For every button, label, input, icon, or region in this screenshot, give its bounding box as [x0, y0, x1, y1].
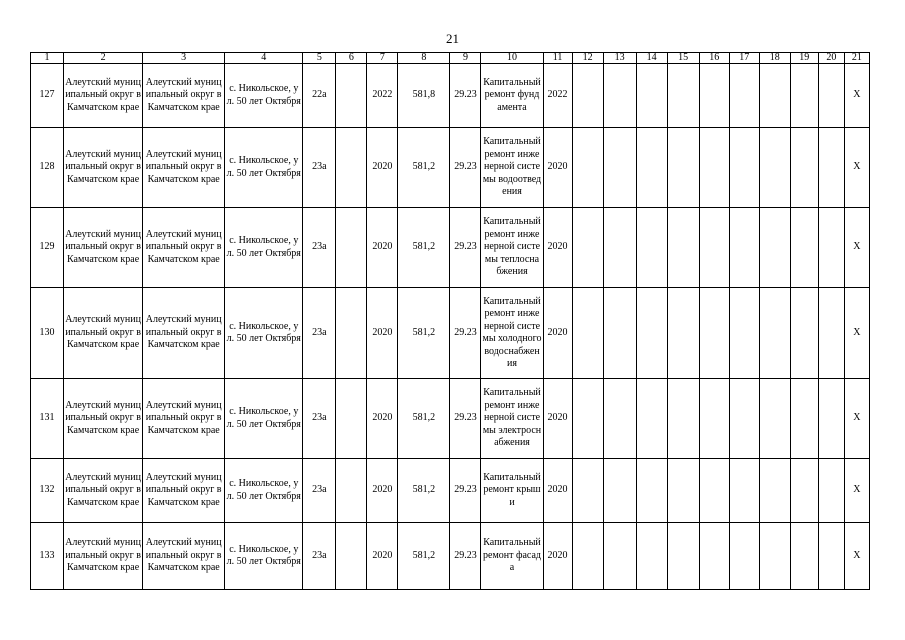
- column-header: 9: [450, 53, 481, 64]
- table-cell-col-1: 131: [31, 379, 64, 459]
- table-cell-col-20: [818, 288, 844, 379]
- table-cell-col-7: 2020: [367, 523, 398, 590]
- table-cell-col-6: [336, 64, 367, 128]
- table-cell-col-13: [603, 459, 636, 523]
- table-cell-col-19: [790, 523, 818, 590]
- table-row: [31, 128, 870, 208]
- table-cell-col-9: 29.23: [450, 64, 481, 128]
- table-cell-col-20: [818, 128, 844, 208]
- table-cell-col-18: [759, 208, 790, 288]
- table-cell-col-3: Алеутский муниципальный округ в Камчатском крае: [143, 523, 225, 590]
- table-cell-col-2: Алеутский муниципальный округ в Камчатском крае: [64, 459, 143, 523]
- table-cell-col-10: Капитальный ремонт фундамента: [481, 64, 543, 128]
- table-row: [31, 208, 870, 288]
- table-cell-col-9: 29.23: [450, 208, 481, 288]
- table-cell-col-3: Алеутский муниципальный округ в Камчатском крае: [143, 128, 225, 208]
- table-cell-col-10: Капитальный ремонт инженерной системы холодного водоснабжения: [481, 288, 543, 379]
- table-cell-col-14: [636, 288, 667, 379]
- table-cell-col-21: X: [844, 459, 869, 523]
- table-cell-col-7: 2020: [367, 208, 398, 288]
- column-number-row: [31, 53, 870, 64]
- column-header: 11: [543, 53, 572, 64]
- table-cell-col-2: Алеутский муниципальный округ в Камчатском крае: [64, 288, 143, 379]
- table-cell-col-11: 2020: [543, 208, 572, 288]
- table-body: [31, 64, 870, 590]
- column-header: 5: [303, 53, 336, 64]
- table-cell-col-9: 29.23: [450, 459, 481, 523]
- column-header: 8: [398, 53, 450, 64]
- table-row: [31, 64, 870, 128]
- table-row: [31, 379, 870, 459]
- column-header: 14: [636, 53, 667, 64]
- table-cell-col-8: 581,2: [398, 208, 450, 288]
- table-cell-col-1: 128: [31, 128, 64, 208]
- table-cell-col-11: 2022: [543, 64, 572, 128]
- table-cell-col-1: 132: [31, 459, 64, 523]
- table-cell-col-19: [790, 128, 818, 208]
- table-cell-col-7: 2020: [367, 379, 398, 459]
- column-header: 20: [818, 53, 844, 64]
- table-cell-col-3: Алеутский муниципальный округ в Камчатском крае: [143, 288, 225, 379]
- table-cell-col-2: Алеутский муниципальный округ в Камчатском крае: [64, 379, 143, 459]
- column-header: 19: [790, 53, 818, 64]
- table-row: [31, 459, 870, 523]
- table-cell-col-4: с. Никольское, ул. 50 лет Октября: [225, 523, 303, 590]
- table-cell-col-7: 2020: [367, 288, 398, 379]
- table-cell-col-16: [699, 64, 729, 128]
- table-cell-col-15: [667, 523, 699, 590]
- table-cell-col-13: [603, 379, 636, 459]
- table-cell-col-13: [603, 288, 636, 379]
- table-cell-col-10: Капитальный ремонт инженерной системы водоотведения: [481, 128, 543, 208]
- table-cell-col-9: 29.23: [450, 288, 481, 379]
- table-cell-col-10: Капитальный ремонт инженерной системы электроснабжения: [481, 379, 543, 459]
- table-cell-col-2: Алеутский муниципальный округ в Камчатском крае: [64, 208, 143, 288]
- table-cell-col-14: [636, 64, 667, 128]
- table-cell-col-4: с. Никольское, ул. 50 лет Октября: [225, 128, 303, 208]
- table-cell-col-18: [759, 523, 790, 590]
- column-header: 4: [225, 53, 303, 64]
- table-cell-col-9: 29.23: [450, 523, 481, 590]
- table-cell-col-7: 2020: [367, 128, 398, 208]
- table-cell-col-5: 22а: [303, 64, 336, 128]
- table-cell-col-12: [572, 379, 603, 459]
- column-header: 17: [729, 53, 759, 64]
- table-cell-col-6: [336, 288, 367, 379]
- table-row: [31, 288, 870, 379]
- column-header: 6: [336, 53, 367, 64]
- table-cell-col-4: с. Никольское, ул. 50 лет Октября: [225, 459, 303, 523]
- table-cell-col-7: 2020: [367, 459, 398, 523]
- table-cell-col-5: 23а: [303, 128, 336, 208]
- table-cell-col-2: Алеутский муниципальный округ в Камчатском крае: [64, 523, 143, 590]
- table-cell-col-21: X: [844, 288, 869, 379]
- column-header: 1: [31, 53, 64, 64]
- column-header: 21: [844, 53, 869, 64]
- table-cell-col-18: [759, 64, 790, 128]
- table-cell-col-15: [667, 379, 699, 459]
- table-cell-col-17: [729, 128, 759, 208]
- table-cell-col-3: Алеутский муниципальный округ в Камчатском крае: [143, 64, 225, 128]
- table-cell-col-8: 581,2: [398, 379, 450, 459]
- table-cell-col-20: [818, 64, 844, 128]
- table-cell-col-17: [729, 379, 759, 459]
- data-table: [30, 52, 870, 590]
- table-cell-col-5: 23а: [303, 208, 336, 288]
- column-header: 18: [759, 53, 790, 64]
- table-cell-col-18: [759, 379, 790, 459]
- table-cell-col-13: [603, 64, 636, 128]
- table-cell-col-4: с. Никольское, ул. 50 лет Октября: [225, 208, 303, 288]
- table-cell-col-7: 2022: [367, 64, 398, 128]
- table-cell-col-20: [818, 459, 844, 523]
- column-header: 3: [143, 53, 225, 64]
- table-cell-col-17: [729, 64, 759, 128]
- table-cell-col-15: [667, 64, 699, 128]
- table-cell-col-5: 23а: [303, 379, 336, 459]
- table-cell-col-20: [818, 208, 844, 288]
- table-cell-col-15: [667, 288, 699, 379]
- column-header: 16: [699, 53, 729, 64]
- table-cell-col-13: [603, 208, 636, 288]
- table-cell-col-12: [572, 128, 603, 208]
- column-header: 10: [481, 53, 543, 64]
- table-row: [31, 523, 870, 590]
- table-cell-col-1: 127: [31, 64, 64, 128]
- table-cell-col-11: 2020: [543, 288, 572, 379]
- table-cell-col-10: Капитальный ремонт крыши: [481, 459, 543, 523]
- table-cell-col-10: Капитальный ремонт инженерной системы теплоснабжения: [481, 208, 543, 288]
- column-header: 13: [603, 53, 636, 64]
- table-cell-col-13: [603, 523, 636, 590]
- table-cell-col-19: [790, 208, 818, 288]
- table-cell-col-6: [336, 128, 367, 208]
- table-cell-col-9: 29.23: [450, 379, 481, 459]
- table-cell-col-16: [699, 459, 729, 523]
- table-cell-col-20: [818, 523, 844, 590]
- table-cell-col-2: Алеутский муниципальный округ в Камчатском крае: [64, 128, 143, 208]
- table-cell-col-21: X: [844, 128, 869, 208]
- table-cell-col-13: [603, 128, 636, 208]
- table-cell-col-3: Алеутский муниципальный округ в Камчатском крае: [143, 379, 225, 459]
- table-cell-col-12: [572, 523, 603, 590]
- table-cell-col-18: [759, 288, 790, 379]
- table-cell-col-11: 2020: [543, 128, 572, 208]
- table-cell-col-11: 2020: [543, 523, 572, 590]
- table-cell-col-16: [699, 288, 729, 379]
- table-cell-col-19: [790, 379, 818, 459]
- table-cell-col-9: 29.23: [450, 128, 481, 208]
- table-cell-col-12: [572, 64, 603, 128]
- table-cell-col-14: [636, 523, 667, 590]
- table-cell-col-14: [636, 379, 667, 459]
- table-cell-col-1: 133: [31, 523, 64, 590]
- table-cell-col-17: [729, 208, 759, 288]
- table-cell-col-16: [699, 379, 729, 459]
- table-cell-col-6: [336, 208, 367, 288]
- table-cell-col-6: [336, 379, 367, 459]
- table-cell-col-19: [790, 459, 818, 523]
- table-cell-col-21: X: [844, 523, 869, 590]
- table-cell-col-20: [818, 379, 844, 459]
- table-cell-col-5: 23а: [303, 523, 336, 590]
- table-cell-col-5: 23а: [303, 459, 336, 523]
- table-cell-col-14: [636, 128, 667, 208]
- table-cell-col-17: [729, 459, 759, 523]
- column-header: 7: [367, 53, 398, 64]
- column-header: 2: [64, 53, 143, 64]
- table-cell-col-12: [572, 208, 603, 288]
- table-cell-col-12: [572, 459, 603, 523]
- table-cell-col-21: X: [844, 379, 869, 459]
- table-cell-col-16: [699, 128, 729, 208]
- table-cell-col-16: [699, 208, 729, 288]
- table-cell-col-4: с. Никольское, ул. 50 лет Октября: [225, 379, 303, 459]
- table-cell-col-8: 581,8: [398, 64, 450, 128]
- table-cell-col-1: 129: [31, 208, 64, 288]
- table-cell-col-14: [636, 208, 667, 288]
- table-cell-col-11: 2020: [543, 379, 572, 459]
- table-cell-col-17: [729, 523, 759, 590]
- table-cell-col-3: Алеутский муниципальный округ в Камчатском крае: [143, 459, 225, 523]
- table-cell-col-3: Алеутский муниципальный округ в Камчатском крае: [143, 208, 225, 288]
- table-cell-col-8: 581,2: [398, 288, 450, 379]
- table-cell-col-4: с. Никольское, ул. 50 лет Октября: [225, 288, 303, 379]
- table-cell-col-21: X: [844, 64, 869, 128]
- table-cell-col-16: [699, 523, 729, 590]
- table-cell-col-18: [759, 128, 790, 208]
- table-cell-col-18: [759, 459, 790, 523]
- table-cell-col-5: 23а: [303, 288, 336, 379]
- table-cell-col-1: 130: [31, 288, 64, 379]
- table-cell-col-19: [790, 288, 818, 379]
- table-cell-col-8: 581,2: [398, 523, 450, 590]
- table-cell-col-21: X: [844, 208, 869, 288]
- page-number: 21: [446, 31, 459, 46]
- table-cell-col-19: [790, 64, 818, 128]
- table-cell-col-8: 581,2: [398, 128, 450, 208]
- table-cell-col-8: 581,2: [398, 459, 450, 523]
- table-cell-col-2: Алеутский муниципальный округ в Камчатском крае: [64, 64, 143, 128]
- table-cell-col-15: [667, 208, 699, 288]
- table-cell-col-17: [729, 288, 759, 379]
- table-cell-col-4: с. Никольское, ул. 50 лет Октября: [225, 64, 303, 128]
- table-cell-col-15: [667, 128, 699, 208]
- table-cell-col-15: [667, 459, 699, 523]
- table-cell-col-12: [572, 288, 603, 379]
- column-header: 12: [572, 53, 603, 64]
- column-header: 15: [667, 53, 699, 64]
- table-cell-col-11: 2020: [543, 459, 572, 523]
- table-cell-col-14: [636, 459, 667, 523]
- table-cell-col-6: [336, 459, 367, 523]
- table-cell-col-10: Капитальный ремонт фасада: [481, 523, 543, 590]
- table-cell-col-6: [336, 523, 367, 590]
